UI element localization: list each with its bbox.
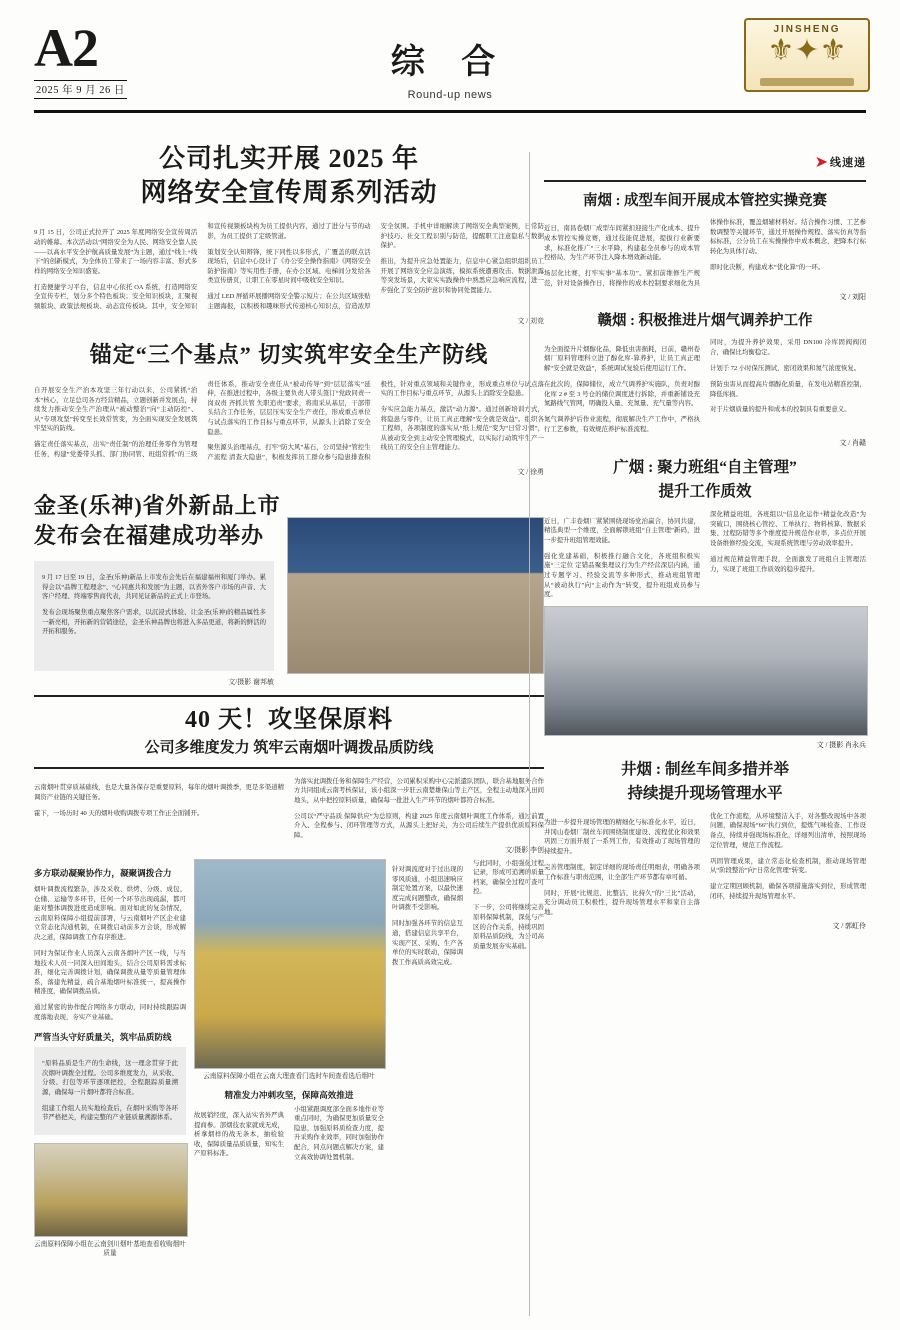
article-third-row bbox=[34, 561, 544, 683]
headline-line-2: 网络安全宣传周系列活动 bbox=[140, 178, 438, 207]
paragraph: 夯实应急能力基点，激活“动力源”。通过创新培训方式，将隐患与零件，让员工真正理解“安全就是效益”。组织各工程师，各项制度的落实从“纸上规范”变为“日常习惯”，从被动安全到主动安全管理模式，以实际行动筑牢生产一线员工的安全自主管理能力。 bbox=[380, 406, 544, 452]
paragraph: 发布会现场聚焦重点聚焦客户需求，以沉浸式体验、让金圣(乐神)的精品属性多一新亮相，开拓新的营销途径，金圣乐神品牌也将进入多品更道，将新的鲜活的开拓和服务。 bbox=[42, 609, 266, 636]
paragraph: 为全面提升片烟醇化品，降低虫害损耗，日前，赣州卷烟厂原料管理科立进了醇化库-算养护，让员工真正理解“安全就是效益”，系统调试复验后使用运行工作。 bbox=[544, 345, 700, 372]
divider bbox=[544, 180, 866, 182]
express-item-jingyan bbox=[544, 758, 866, 932]
paragraph: 策划安全认知辩锋，统下同性以多形式，广覆盖的联点活现场后，信息中心设计了《办公安全操作指南》《网络安全防护指南》等实用性手册，在办公区域、电梯间分发给各类宣传册页，让职工在零星时间中吸收安全知识。 bbox=[207, 248, 371, 285]
express-item-guangyan bbox=[544, 456, 866, 750]
photo-workshop-team bbox=[544, 606, 868, 736]
newspaper-page bbox=[0, 18, 900, 1330]
headline-line-1: 金圣(乐神)省外新品上市 bbox=[34, 492, 281, 518]
paragraph: 建立定期回顾机制，确保各项措施落实到位，形成管理闭环，持续提升现场管理水平。 bbox=[710, 883, 866, 900]
left-column bbox=[34, 136, 544, 1316]
right-column bbox=[529, 152, 866, 1316]
express-item-byline: 文 / 刘阳 bbox=[839, 293, 866, 302]
paragraph: 打造便捷学习平台，信息中心依托 OA 系统，打造网络安全宣传专栏，划分多个特色板块；安全知识板块，汇聚视频版块、政策法规板块、动态宣传板块。其中，安全知识和宣传视频板块构为员工提供内容，通过了进分与节的动影，为员工提供了定级管道。 bbox=[34, 223, 371, 310]
article-fourth-headline: 40 天！攻坚保原料 bbox=[185, 706, 393, 733]
paragraph: 近日，广丰卷烟厂紧紧围绕现场党治赢合，协同共建，精选典型一个维度，全面解锁班组“自主管理”新码，进一步提升班组管理效能。 bbox=[544, 517, 700, 544]
article-third-byline: 文/摄影 谢邦敏 bbox=[228, 677, 274, 686]
express-item-title bbox=[544, 758, 866, 806]
fourth-col-center bbox=[194, 859, 384, 1167]
article-fourth-byline: 文/摄影 李创 bbox=[505, 845, 544, 854]
paragraph: 9 月 15 日，公司正式拉开了 2025 年度网络安全宣传周活动的帷幕。本次活动以“网络安全为人民、网络安全靠人民——以高水平安全护航高质量发展”为主题，通过“线上+线下”的创新模式，为全体员工带来了一场内容丰富、形式多样的网络安全知识盛宴。 bbox=[34, 229, 198, 275]
express-item-byline: 文 / 摄影 肖永兵 bbox=[816, 740, 866, 749]
subsection-body bbox=[194, 1105, 384, 1167]
article-third bbox=[34, 491, 544, 687]
publish-date: 2025 年 9 月 26 日 bbox=[34, 80, 127, 99]
subsection-body bbox=[34, 885, 186, 1023]
subsection-body bbox=[392, 859, 544, 968]
paragraph: 在此次的，保障储位，成立气调养护实施队，负责对醇化库 2 # 至 3 号仓的储位调度进行拆除，并重新铺设充氮路线气管网，明确投入量、充氮量、充气量等内容。 bbox=[544, 380, 700, 408]
paragraph: 巩固管理成果，建立常态化检查机制，推动现场管理从“阶段整治”向“日常化管理”转变。 bbox=[710, 857, 866, 875]
title-line-1: 广烟 : 聚力班组“自主管理” bbox=[613, 459, 797, 477]
express-item-byline: 文 / 肖赣 bbox=[839, 439, 866, 448]
subsection-title: 精准发力冲刺攻坚，保障高效推进 bbox=[224, 1089, 354, 1100]
paragraph: 同时，开展“比规范、比整洁、比持久”的“三比”活动，充分调动员工积极性，提升现场管理水平和家自主落地。 bbox=[544, 889, 700, 916]
subsection-title: 多方联动凝聚协作力，凝聚调拨合力 bbox=[34, 867, 172, 878]
article-second bbox=[34, 340, 544, 477]
paragraph: “原料品质是生产的生命线，这一理念贯穿于此次烟叶调拨全过程。公司多维度发力，从采收、分级、打包等环节逐项把控，全程跟踪质量溯源，确保每一片烟叶都符合标准。 bbox=[42, 1059, 178, 1096]
masthead-logo bbox=[744, 18, 866, 94]
red-arrow-icon: ➤ bbox=[814, 154, 828, 171]
lion-crest-icon: ⚜✦⚜ bbox=[767, 34, 847, 67]
express-item-title: 赣烟 : 积极推进片烟气调养护工作 bbox=[597, 313, 813, 330]
subsection-body bbox=[34, 1047, 186, 1136]
express-item-body bbox=[544, 338, 866, 434]
paragraph: 小组紧跟调度部全面多地作业等重点同时，为确保更加质量安全隐患，加强原料质检查力度，提升采购作业效率，同时加强协作配合，同点问题点解决方案，建立高效协调处置机制。 bbox=[294, 1105, 384, 1161]
article-second-body bbox=[34, 380, 544, 463]
paragraph: 霍下，一场历时 40 天的烟叶收购调拨专项工作正全面铺开。 bbox=[34, 809, 204, 817]
fourth-col-left bbox=[34, 859, 186, 1259]
paragraph: 氮气调养护后作业流程，彻底解决生产工作中，严格执行工艺参数，有效规范养护标准流程。 bbox=[544, 416, 700, 433]
masthead-center bbox=[34, 34, 866, 101]
section-subtitle: Round-up news bbox=[407, 89, 493, 101]
paragraph: 强化党建基础，积极推行融合文化，各班组积极实施“三定位 定错品聚集理议行为生产经营深层内涵，通过专题学习、经验交流等多种形式，推动班组管理从“被动执行”向“主动作为”转变，提升班组成员参与度。 bbox=[544, 552, 700, 599]
subsection-title: 严管当头守好质量关，筑牢品质防线 bbox=[34, 1031, 172, 1042]
headline-line-1: 公司扎实开展 2025 年 bbox=[158, 144, 419, 173]
paragraph: 锚定责任落实基点，出实“责任制”的治理任务零作为管理任务，构建“党委带头抓、部门协同管、班组常抓”的三级责任体系，推动安全责任从“被动传导”到“层层落实”延伸，在推进过程中，各级主要负责人带头签订“党政同责一岗双责 齐抓共管 失职追责”要求，将南采从基层，干部带头结合工作任务，层层压实安全生产责任，形成重点单位与试点落实的工作目标与重点环节，从源头上消除了安全隐患。 bbox=[34, 380, 371, 458]
paragraph: 对于片烟质量的提升和成本的控制具有重要意义。 bbox=[710, 406, 851, 414]
express-item-ganyan bbox=[544, 310, 866, 448]
photo-product-launch bbox=[287, 517, 544, 674]
paragraph: 通过紧密的协作配合网络多方联动，同时持续跟踪调度落地表现，夯实产业基础。 bbox=[34, 1004, 186, 1021]
article-lead-headline bbox=[34, 142, 544, 210]
fourth-col-right bbox=[392, 859, 544, 968]
masthead bbox=[34, 18, 866, 113]
paragraph: 与此同时，小组强化过程记录，形成可追溯的质量档案，确保全过程可查可控。 bbox=[473, 859, 544, 896]
article-third-text-box bbox=[34, 561, 274, 671]
paragraph: 下一步，公司将继续完善原料保障机制，深化与产区的合作关系，持续巩固原料品质防线，为公司高质量发展夯实基础。 bbox=[473, 904, 544, 950]
paragraph: 推出，为提升应急处置能力，信息中心紧急组织组织员工开展了网络安全应急演练，模拟系统遭遇攻击、数据泄露等突发场景，大家实实践操作中熟悉应急响应流程，进一步强化了安全防护意识和协同处置能力。 bbox=[380, 258, 544, 294]
section-title: 综 合 bbox=[390, 44, 510, 81]
express-item-body bbox=[544, 218, 866, 288]
paragraph: 针对调流度对于过出现的零风质通，小组迅速响应制定处置方案，以最快速度完成问题整改，确保烟叶调拨不受影响。 bbox=[392, 866, 463, 912]
article-second-headline: 锚定“三个基点” 切实筑牢安全生产防线 bbox=[89, 341, 489, 367]
title-line-2: 持续提升现场管理水平 bbox=[627, 784, 783, 802]
express-label: 线速递 bbox=[830, 157, 866, 169]
paragraph: 自开展安全生产治本攻坚三年行动以来，公司紧抓“治本”核心，立足总司各方经营精品，立题创新并发展点，持续发力推动安全生产治理从“被动整治”向“主动防控”、从“专项攻坚”转变至长效常管变，为全面实现安全发展筑牢坚实的防线。 bbox=[34, 386, 198, 433]
article-third-body bbox=[42, 573, 266, 637]
logo-brand: JINSHENG bbox=[773, 24, 841, 35]
logo-box bbox=[744, 18, 870, 92]
paragraph: 聚焦源头治理基点，打牢“防大风”基石，公司坚持“管控生产流程 清查大隐患”，积极发挥员工群众参与隐患排查积极性，针对重点领域和关键作业，形成重点单位与试点落实的工作目标与重点环节，从源头上消除安全隐患。 bbox=[207, 380, 544, 462]
paragraph: 组建工作组人员实地检查后，在烟叶采购等各环节严格把关，构建完整的产业链质量溯源体系。 bbox=[42, 1104, 178, 1122]
photo-caption: 云南原料保障小组在云南剑川烟叶基地查看收购烟叶质量 bbox=[34, 1241, 186, 1258]
paragraph: 为落实此调拨任务和保障生产经营，公司累积采购中心完派遣队团队，联合基地服务合作方共同组成云南考核保证，该小组深一步驻云南楚雄保山等主产区，全程主动地深入田间地头，从中把控原料质量，确保每一批进入生产环节的烟叶都符合标准。 bbox=[294, 777, 544, 804]
paragraph: 9 月 17 日至 19 日，金圣(乐神)新品上市发布会先后在福建福州和厦门举办。累得会以“品牌工程理念”、“心同惠共和发展”为主题，以省外客户市场的声音、大客户经理、终端零售商代表，共同见证新品的正式上市登场。 bbox=[42, 574, 266, 601]
paragraph: 近日，南昌卷烟厂成型车间紧扣迎接生产化成本、提升成本管控实操竞赛，通过技能促进展，提拔行业新要求，标准化推广“三水平降，构建起全员参与的成本管控格局，为生产环节注入降本增效新动能。 bbox=[544, 225, 700, 262]
paragraph: 优化工作流程，从环境整洁入手，对各整改现场中各项问题，确保现场“66”执行到位，提炼气味检查、工作设备点，持续并强现场标准化，详细列出清单，按照现场定位管理，规范工作流程。 bbox=[710, 812, 866, 849]
page-number: A2 bbox=[34, 18, 98, 78]
article-lead-byline: 文 / 刘竞 bbox=[517, 316, 544, 325]
article-fourth-intro bbox=[34, 777, 544, 841]
paragraph: 公司以“严守品质 保障供应”为总原则，构建 2025 年度云南烟叶调度工作体系，通过前置介入、全程参与、闭环管理等方式，从源头上把好关，为公司后续生产提供优质原料保障。 bbox=[294, 812, 544, 840]
paragraph: 场层化比赛，打牢实事“基本功”。紧扣前维修生产规范，针对设备操作日，将操作的成本控制要求细化为具体操作标准，覆盖烟辅材料好。结合操作习惯、工艺参数调整等关键环节，通过开展操作规程、落实仿真等指标标准，公分员工在实操操作中成本概念，把降本行标转化为具体行动。 bbox=[544, 219, 866, 287]
paragraph: 云南烟叶贯穿质基础线，也是大量各保存是重要原料，每年的烟叶调拨季，更是多渠道精调资产业链的关键任务。 bbox=[34, 784, 284, 801]
article-lead bbox=[34, 142, 544, 326]
paragraph: 烟叶调拨流程繁杂，涉及采收、烘烤、分级、成包、仓储、运输等多环节，任何一个环节出现疏漏，都可能对整体调拨进度造成影响。面对如此的复杂情况，云南原料保障小组提前部署，与云南烟叶产区企业建立常态化沟通机制，在调拨启动前多方会谈，形成解决之道，保障调拨工作有序推进。 bbox=[34, 886, 186, 941]
paragraph: 计划于 72 小时保压测试，密闭效果和氮气浓度恢复。 bbox=[710, 364, 861, 372]
photo-leaf-inspection bbox=[34, 1143, 188, 1237]
express-item-byline: 文 / 郭虹伶 bbox=[832, 922, 866, 931]
article-lead-body bbox=[34, 222, 544, 312]
paragraph: 为进一步提升现场管理的精细化与标准化水平，近日，井冈山卷烟厂制丝车间围绕制度建设、流程优化和效果巩固三方面开展了一系列工作，有效推动了现场管理的持续提升。 bbox=[544, 819, 700, 855]
title-line-2: 提升工作质效 bbox=[658, 483, 752, 501]
paragraph: 深化精益班组，各班组以“信息化运作+精益化改造”为突破口，围绕核心管控、工单执行、物料核算、数据采集、过程防错等多个维度提升规范作业率，多点位开展设备维修经验交流，实现系统管理与劳动效率提升。 bbox=[710, 511, 866, 548]
title-line-1: 井烟 : 制丝车间多措并举 bbox=[621, 760, 789, 778]
photo-caption: 云南原料保障小组在云南大理查看门选时车间查看选后烟叶 bbox=[203, 1072, 375, 1080]
express-item-title bbox=[544, 456, 866, 504]
express-item-title: 南烟 : 成型车间开展成本管控实操竞赛 bbox=[582, 193, 828, 209]
express-item-nanyan bbox=[544, 190, 866, 302]
divider bbox=[34, 695, 544, 697]
paragraph: 故展销经度，深入站实省外严典提商参。部烟技农家就成无成，析拿烟样的战无条本，抽检验收，保障质量品质质量，知实生产原料标准。 bbox=[194, 1112, 284, 1158]
body-area bbox=[34, 136, 866, 1316]
headline-line-2: 发布会在福建成功举办 bbox=[34, 522, 265, 548]
paragraph: 预防虫害从而提高片烟醇化质量，在发电站精准控制，降低库损。 bbox=[710, 380, 866, 398]
paragraph: 同时，为提升养护效果，采用 DN100 冷库固阀阀闭合，确保比均衡稳定。 bbox=[710, 339, 866, 356]
paragraph: 完善管理制度，制定详细的现场责任明细表，明确各项工作标准与职责范围，让全部生产环节都有章可循。 bbox=[544, 863, 700, 881]
photo-warehouse-team bbox=[194, 859, 386, 1069]
express-item-body bbox=[544, 510, 866, 600]
paragraph: 即时化决断，构建成本“优化算”的一环。 bbox=[710, 263, 825, 271]
paragraph: 同时为保证作业人员深入云南各烟叶产区一线，与当地技术人员一同深入田间地头，结合公司原料需求标准，细化完善调拨计划，确保调拨从量等质量管理体系，落建先精益，疏合基地烟叶标准统一，提高操作精准度，确保调拨品质。 bbox=[34, 949, 186, 996]
article-fourth bbox=[34, 695, 544, 1258]
paragraph: 通过规范精益管理手段，全面激发了班组自主管理活力，实现了班组工作质效的稳步提升。 bbox=[710, 556, 866, 573]
paragraph: 通过 LED 屏循环展播网络安全警示短片；在公共区域张贴主题海报，以积极和趣味形式传递核心知识点，营造浓厚安全氛围。手机中详细解读了网络安全典型案例，日常防护技巧、社交工程识别与防范，提醒职工注意隐私与数据保护。 bbox=[207, 223, 544, 310]
paragraph: 同时加强各环节的信息互通，搭建信息共享平台，实现产区、采购、生产各单位的实时联动，保障调拨工作高质高效完成。 bbox=[392, 920, 463, 966]
express-badge bbox=[544, 152, 866, 174]
express-item-body bbox=[544, 812, 866, 918]
article-second-byline: 文 / 徐勇 bbox=[517, 467, 544, 476]
divider bbox=[34, 767, 544, 769]
article-fourth-subhead: 公司多维度发力 筑牢云南烟叶调拨品质防线 bbox=[144, 739, 434, 756]
logo-base-bar bbox=[760, 78, 854, 86]
